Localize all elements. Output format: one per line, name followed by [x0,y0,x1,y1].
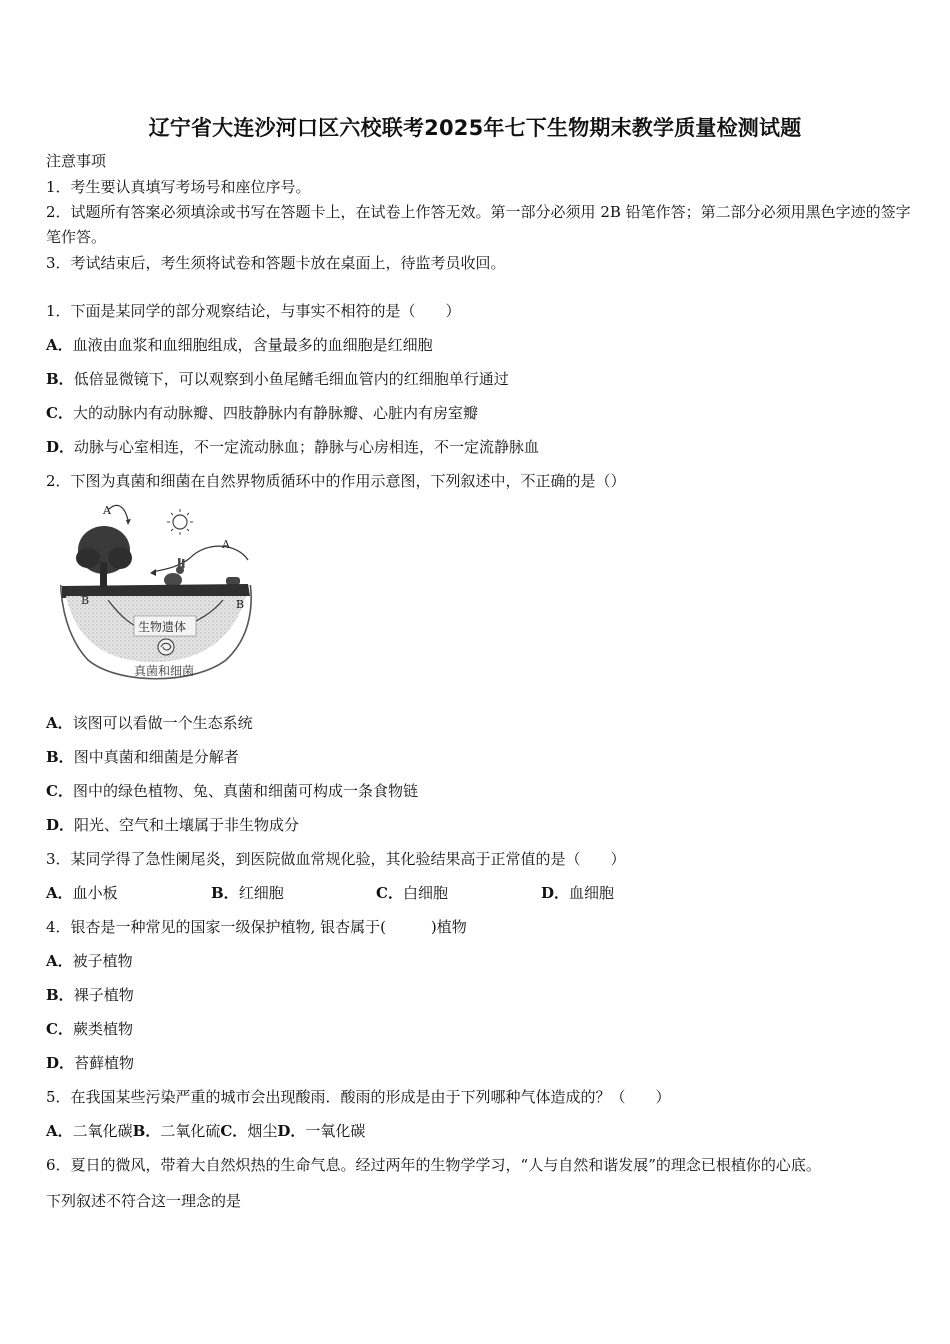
option-letter: D． [46,438,75,456]
option-text: 白细胞 [402,884,448,902]
option-text: 蕨类植物 [72,1020,133,1038]
question-4-stem: 4．银杏是一种常见的国家一级保护植物, 银杏属于( )植物 [46,918,467,936]
question-3-options [46,883,706,903]
option-letter: A． [46,884,73,902]
question-3-option-c [376,883,541,903]
notice-heading: 注意事项 [46,152,107,170]
option-letter: D． [541,884,570,902]
notice-item-1: 1．考生要认真填写考场号和座位序号。 [46,178,311,196]
option-letter: D． [46,816,75,834]
option-text: 图中真菌和细菌是分解者 [73,748,239,766]
question-3-option-d [541,883,706,903]
question-4-option-b [46,985,134,1005]
option-letter: C． [376,884,403,902]
option-text: 烟尘 [247,1122,278,1140]
option-text: 大的动脉内有动脉瓣、四肢静脉内有静脉瓣、心脏内有房室瓣 [72,404,478,422]
option-letter: C． [220,1122,248,1140]
question-2-option-a [46,713,253,733]
option-letter: A． [46,336,73,354]
question-4-option-c [46,1019,133,1039]
question-3-option-b [211,883,376,903]
question-3-stem: 3．某同学得了急性阑尾炎，到医院做血常规化验，其化验结果高于正常值的是（ ） [46,850,626,868]
option-letter: B． [46,370,74,388]
question-5-options [46,1121,365,1141]
option-letter: B． [211,884,239,902]
question-2-option-b [46,747,239,767]
option-letter: B． [46,748,74,766]
animal-icon [226,577,240,585]
label-b-right: B [236,598,245,611]
question-3-option-a [46,883,211,903]
question-4-option-d [46,1053,134,1073]
notice-item-2: 2．试题所有答案必须填涂或书写在答题卡上，在试卷上作答无效。第一部分必须用 2B 铅笔作答；第二部分必须用黑色字迹的签字笔作答。 [46,203,911,246]
option-letter: A． [46,1122,73,1140]
option-letter: D． [46,1054,75,1072]
ground-surface [62,584,250,598]
option-letter: A． [46,952,73,970]
page-title: 辽宁省大连沙河口区六校联考2025年七下生物期末教学质量检测试题 [148,116,802,140]
option-text: 动脉与心室相连，不一定流动脉血；静脉与心房相连，不一定流静脉血 [74,438,540,456]
option-letter: C． [46,404,73,422]
question-1-stem: 1．下面是某同学的部分观察结论，与事实不相符的是（ ） [46,302,461,320]
option-text: 图中的绿色植物、兔、真菌和细菌可构成一条食物链 [72,782,418,800]
option-letter: C． [46,782,73,800]
question-5-stem: 5．在我国某些污染严重的城市会出现酸雨．酸雨的形成是由于下列哪种气体造成的？（ ） [46,1088,671,1106]
question-1-option-a [46,335,433,355]
nutrient-cycle-figure [48,500,258,682]
label-remains: 生物遗体 [138,620,187,634]
option-letter: A． [46,714,73,732]
nutrient-cycle-svg [48,500,258,682]
label-fungi-bacteria: 真菌和细菌 [134,664,195,678]
microbe-icon [158,639,174,655]
question-1-option-b [46,369,509,389]
question-4-option-a [46,951,133,971]
label-b-left: B [81,594,90,607]
option-text: 裸子植物 [73,986,134,1004]
option-text: 红细胞 [238,884,284,902]
notice-item-3: 3．考试结束后，考生须将试卷和答题卡放在桌面上，待监考员收回。 [46,254,506,272]
option-text: 血小板 [72,884,118,902]
option-text: 该图可以看做一个生态系统 [72,714,253,732]
option-text: 一氧化碳 [305,1122,366,1140]
option-text: 苔藓植物 [74,1054,135,1072]
question-6-stem-cont: 下列叙述不符合这一理念的是 [46,1192,242,1210]
option-text: 二氧化硫 [160,1122,221,1140]
option-text: 低倍显微镜下，可以观察到小鱼尾鳍毛细血管内的红细胞单行通过 [73,370,509,388]
option-letter: C． [46,1020,73,1038]
option-letter: B． [46,986,74,1004]
option-text: 血液由血浆和血细胞组成，含量最多的血细胞是红细胞 [72,336,433,354]
option-text: 二氧化碳 [72,1122,133,1140]
option-text: 被子植物 [72,952,133,970]
question-1-option-c [46,403,478,423]
label-a-top: A [103,504,111,517]
question-1-option-d [46,437,539,457]
option-letter: B． [132,1122,161,1140]
question-2-stem: 2．下图为真菌和细菌在自然界物质循环中的作用示意图，下列叙述中，不正确的是（） [46,472,626,490]
option-letter: D． [277,1122,306,1140]
question-2-option-d [46,815,299,835]
label-a-right: A [222,538,230,551]
option-text: 血细胞 [569,884,615,902]
option-text: 阳光、空气和土壤属于非生物成分 [74,816,300,834]
question-2-option-c [46,781,418,801]
question-6-stem: 6．夏日的微风，带着大自然炽热的生命气息。经过两年的生物学学习，“人与自然和谐发展”的理念已根植你的心底。 [46,1156,821,1174]
